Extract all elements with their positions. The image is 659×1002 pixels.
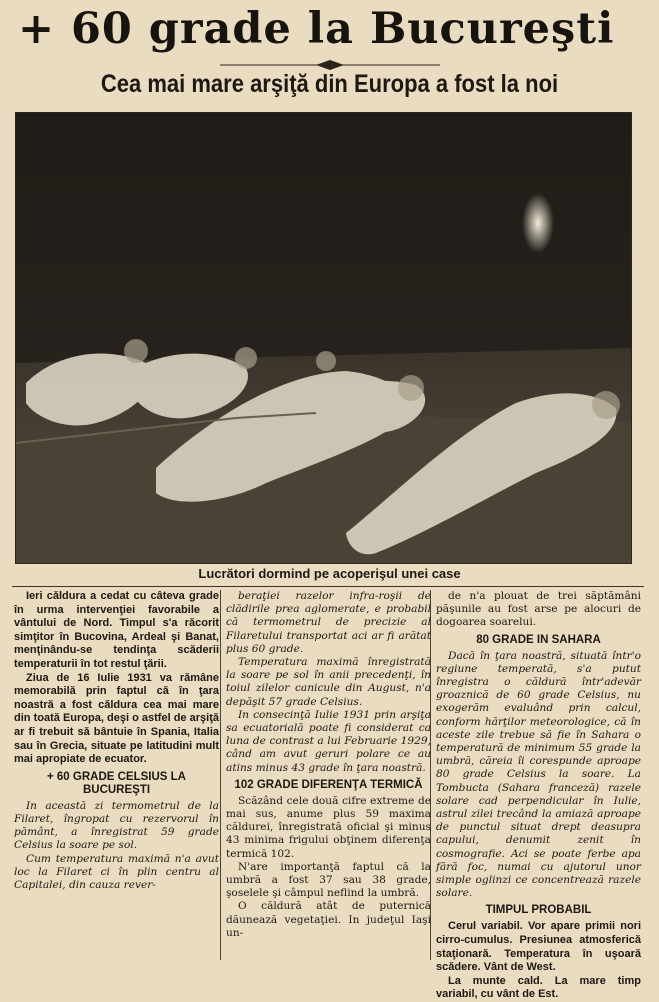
paragraph: de n'a plouat de trei săptămâni păşunile au fost arse pe alocuri de dogoarea soarelui. bbox=[436, 590, 641, 629]
rooftop-photo bbox=[15, 112, 632, 564]
paragraph: Cerul variabil. Vor apare primii nori cirro-cumulus. Presiunea atmosferică staţionară. Temperatura în uşoară scădere. Vânt de West. bbox=[436, 920, 641, 974]
paragraph: In consecinţă Iulie 1931 prin arşiţa sa ecuatorială poate fi considerat ca luna de contrast a lui Februarie 1929, când am avut geruri polare ce au atins minus 43 grade în ţara noastră. bbox=[226, 708, 431, 774]
lead-paragraph: Ieri căldura a cedat cu câteva grade în urma intervenţiei favorabile a vântului de Nord. Timpul s'a răcorit simţitor în Bucovina, Ardeal şi Banat, menţinându-se tendinţa scăderii temperaturii în tot restul ţării. bbox=[14, 590, 219, 670]
section-heading: 80 GRADE IN SAHARA bbox=[476, 633, 601, 646]
article-column-1 bbox=[14, 590, 219, 960]
article-column-2 bbox=[226, 590, 431, 960]
paragraph: N'are importanţă faptul că la umbră a fost 37 sau 38 grade, şoselele şi câmpul neflind la umbră. bbox=[226, 860, 431, 900]
lead-paragraph-2: Ziua de 16 Iulie 1931 va rămâne memorabilă prin faptul că în ţara noastră a fost căldura cea mai mare din toată Europa, deşi o astfel de arşiţă ar fi trebuit să bântuie în Spania, Italia sau în Grecia, situate pe latitudini mult mai apropiate de ecuator. bbox=[14, 671, 219, 766]
caption-rule bbox=[12, 586, 644, 587]
paragraph: Temperatura maximă înregistrată la soare pe sol în anii precedenţi, în toiul zilelor canicule din August, n'a depăşit 57 grade Celsius. bbox=[226, 656, 431, 708]
paragraph: In această zi termometrul de la Filaret, îngropat cu rezervorul în pământ, a înregistrat 59 grade Celsius la soare pe sol. bbox=[14, 799, 219, 852]
paragraph: La munte cald. La mare timp variabil, cu vânt de Est. bbox=[436, 974, 641, 1001]
paragraph: O căldură atât de puternică dăunează vegetaţiei. In judeţul Iaşi un- bbox=[226, 900, 431, 939]
section-heading: 102 GRADE DIFERENŢA TERMICĂ bbox=[234, 778, 423, 791]
subheadline: Cea mai mare arşiţă din Europa a fost la noi bbox=[100, 70, 559, 98]
section-heading: TIMPUL PROBABIL bbox=[485, 904, 592, 917]
paragraph: Dacă în ţara noastră, situată într'o regiune temperată, s'a putut înregistra o căldură într'adevăr groaznică de 60 grade Celsius, nu exogerăm evaluând prin calcul, conform hărţilor meteorologice, că în aceste zile trebue să fie în Sahara o temperatură de minimum 55 grade la umbră, căreia îi corespunde aproape 80 grade Celsius la soare. La Tombucta (Sahara franceză) razele solare cad perpendicular în Iulie, astrul zilei trecând la amiază aproape de punctul situat drept deasupra capului, denumit zenit în cosmografie. Aci se poate ferbe apa fără foc, numai cu ajutorul unor simple oglinzi ce concentrează razele solare. bbox=[436, 649, 641, 900]
section-heading: + 60 GRADE CELSIUS LA BUCUREŞTI bbox=[47, 770, 186, 796]
headline: + 60 grade la Bucureşti bbox=[18, 4, 615, 54]
photo-caption: Lucrători dormind pe acoperişul unei case bbox=[198, 566, 461, 581]
article-column-3 bbox=[436, 590, 641, 1001]
paragraph: Scăzând cele două cifre extreme de mai sus, anume plus 59 maxima căldurei, înregistrată oficial şi minus 43 minima frigului obţinem diferenţa termică 102. bbox=[226, 794, 431, 860]
paragraph: Cum temperatura maximă n'a avut loc la Filaret ci în plin centru al Capitalei, din cauza rever- bbox=[14, 852, 219, 891]
paragraph: beraţiei razelor infra-roşii de clădirile prea aglomerate, e probabil că termometrul de precizie al Filaretului transportat aci ar fi arătat plus 60 grade. bbox=[226, 590, 431, 655]
column-divider bbox=[220, 590, 221, 960]
